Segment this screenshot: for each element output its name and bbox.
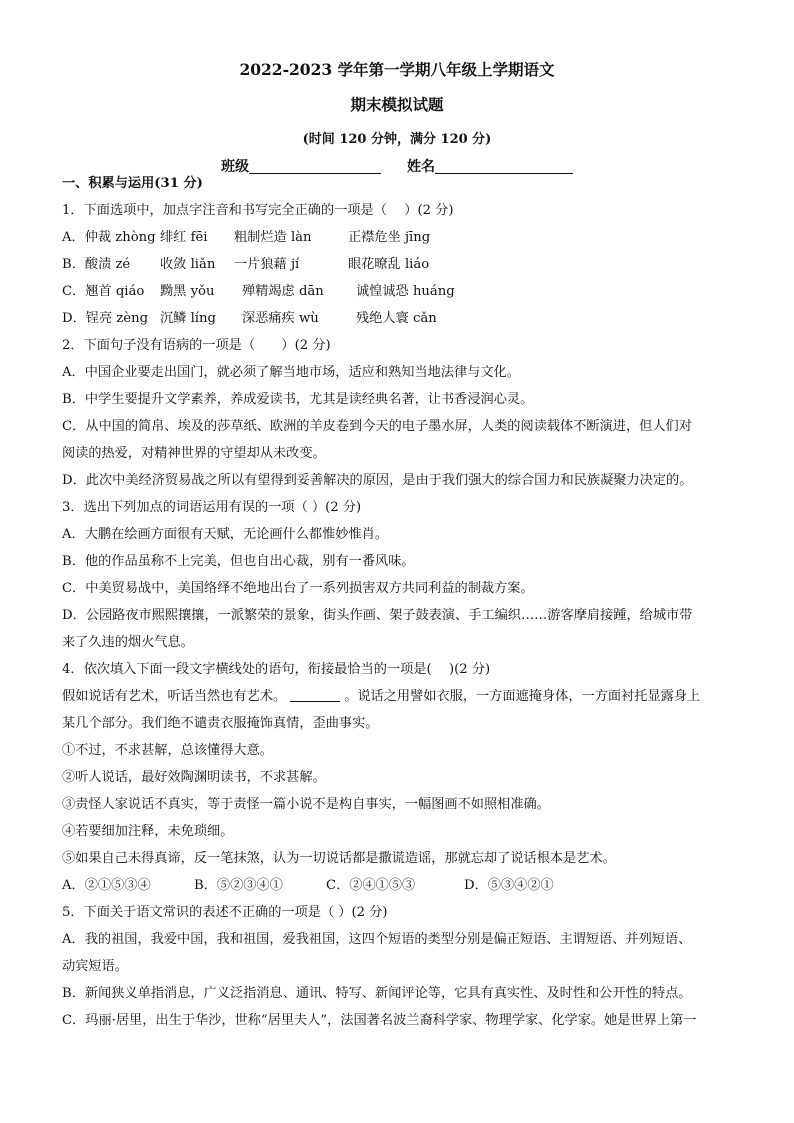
q2-option-c-cont: 阅读的热爱，对精神世界的守望却从未改变。 <box>62 446 326 461</box>
exam-subtitle: 期末模拟试题 <box>350 95 444 114</box>
q4-passage-cont: 某几个部分。我们绝不谴责衣服掩饰真情，歪曲事实。 <box>62 716 379 731</box>
q1-stem: 1．下面选项中，加点字注音和书写完全正确的一项是（ ）(2 分) <box>62 203 454 218</box>
section-title: 一、积累与运用(31 分) <box>62 176 203 191</box>
q4-sentence-5: ⑤如果自己未得真谛，反一笔抹煞，认为一切说话都是撒谎造谣，那就忘却了说话根本是艺术。 <box>62 851 616 866</box>
time-note: (时间 120 分钟，满分 120 分) <box>302 132 492 147</box>
q4-stem: 4．依次填入下面一段文字横线处的语句，衔接最恰当的一项是( )(2 分) <box>62 662 491 677</box>
q4-passage: 假如说话有艺术，听话当然也有艺术。 。说话之用譬如衣服，一方面遮掩身体，一方面衬托显露身上 <box>62 689 701 704</box>
q4-sentence-2: ②听人说话，最好效陶渊明读书，不求甚解。 <box>62 770 326 785</box>
exam-title: 2022-2023 学年第一学期八年级上学期语文 <box>239 60 555 79</box>
exam-body <box>62 170 738 1034</box>
q5-option-a-cont: 动宾短语。 <box>62 959 128 974</box>
q1-option-a: A．仲裁 zhòng 绯红 fēi 粗制烂造 làn 正襟危坐 jīng <box>62 230 431 245</box>
q4-sentence-4: ④若要细加注释，未免琐细。 <box>62 824 234 839</box>
q5-option-a: A．我的祖国，我爱中国，我和祖国，爱我祖国，这四个短语的类型分别是偏正短语、主谓短语、并列短语、 <box>62 932 692 947</box>
q3-option-d: D．公园路夜市熙熙攘攘，一派繁荣的景象，街头作画、架子鼓表演、手工编织……游客摩肩接踵，给城市带 <box>62 608 693 623</box>
q4-choice-b: B．⑤②③④① <box>194 878 283 893</box>
q1-option-b: B．酸渍 zé 收敛 liǎn 一片狼藉 jí 眼花暸乱 liáo <box>62 257 430 272</box>
class-label: 班级 <box>221 159 249 175</box>
q2-option-d: D．此次中美经济贸易战之所以有望得到妥善解决的原因，是由于我们强大的综合国力和民族凝聚力决定的。 <box>62 473 693 488</box>
q2-option-b: B．中学生要提升文学素养，养成爱读书，尤其是读经典名著，让书香浸润心灵。 <box>62 392 534 407</box>
q1-option-d: D．锃亮 zèng 沉鳞 líng 深恶痛疾 wù 残绝人寰 cǎn <box>62 311 437 326</box>
q5-option-b: B．新闻狭义单指消息，广义泛指消息、通讯、特写、新闻评论等，它具有真实性、及时性和公开性的特点。 <box>62 986 692 1001</box>
q3-option-c: C．中美贸易战中，美国络绎不绝地出台了一系列损害双方共同利益的制裁方案。 <box>62 581 534 596</box>
q2-option-a: A．中国企业要走出国门，就必须了解当地市场，适应和熟知当地法律与文化。 <box>62 365 520 380</box>
q3-option-a: A．大鹏在绘画方面很有天赋，无论画什么都惟妙惟肖。 <box>62 527 389 542</box>
q4-choice-a: A．②①⑤③④ <box>62 878 151 893</box>
q1-option-c: C．翘首 qiáo 黝黑 yǒu 殚精竭虑 dān 诚惶诚恐 huáng <box>62 284 455 299</box>
q3-option-d-cont: 来了久违的烟火气息。 <box>62 635 194 650</box>
fill-blank <box>290 687 340 702</box>
q5-option-c: C．玛丽·居里，出生于华沙，世称“居里夫人”，法国著名波兰裔科学家、物理学家、化学家。她是世界上第一 <box>62 1013 697 1028</box>
q5-stem: 5．下面关于语文常识的表述不正确的一项是（ ）(2 分) <box>62 905 388 920</box>
q3-stem: 3．选出下列加点的词语运用有误的一项（ ）(2 分) <box>62 500 362 515</box>
q2-option-c: C．从中国的简帛、埃及的莎草纸、欧洲的羊皮卷到今天的电子墨水屏，人类的阅读载体不断演进，但人们对 <box>62 419 692 434</box>
q3-option-b: B．他的作品虽称不上完美，但也自出心裁，别有一番风味。 <box>62 554 415 569</box>
q4-choice-d: D．⑤③④②① <box>464 878 554 893</box>
q4-sentence-3: ③责怪人家说话不真实，等于责怪一篇小说不是构自事实，一幅图画不如照相准确。 <box>62 797 550 812</box>
q4-choice-c: C．②④①⑤③ <box>326 878 416 893</box>
q4-sentence-1: ①不过，不求甚解，总该懂得大意。 <box>62 743 273 758</box>
q4-choices <box>62 872 738 899</box>
name-label: 姓名 <box>407 159 435 175</box>
q2-stem: 2．下面句子没有语病的一项是（ ）(2 分) <box>62 338 331 353</box>
